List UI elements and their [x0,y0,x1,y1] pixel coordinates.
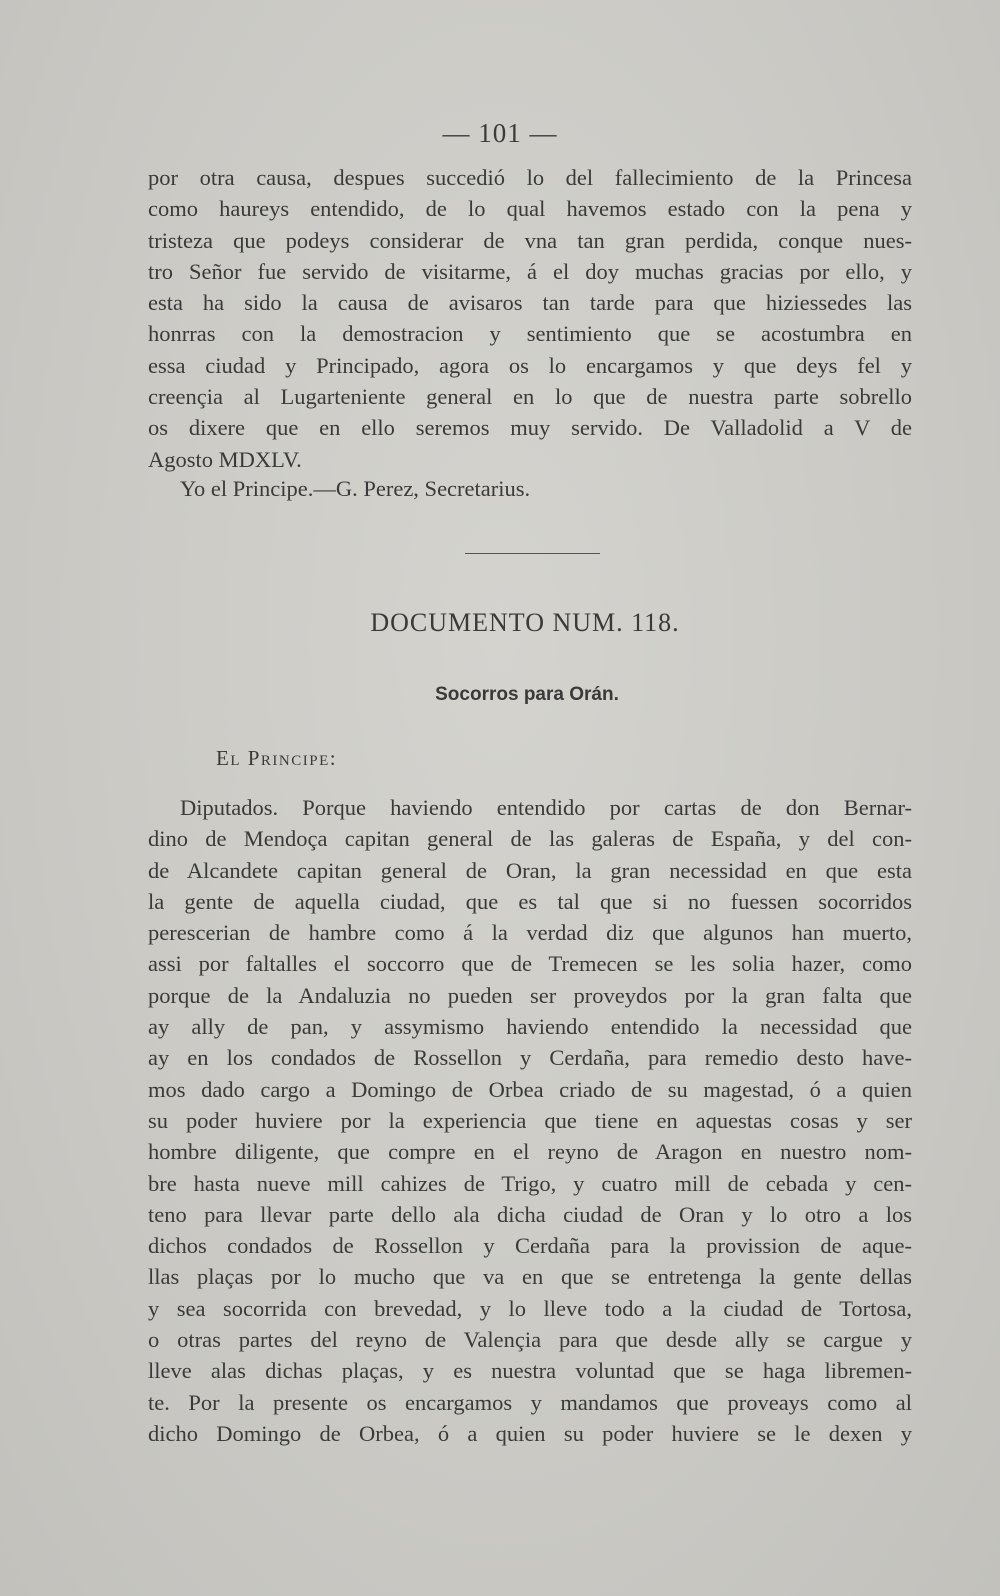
text-line: ay en los condados de Rossellon y Cerdaña, para remedio desto have- [148,1045,912,1071]
text-line: y sea socorrida con brevedad, y lo lleve todo a la ciudad de Tortosa, [148,1295,912,1321]
text-line: dichos condados de Rossellon y Cerdaña para la provission de aque- [148,1233,912,1259]
text-line: bre hasta nueve mill cahizes de Trigo, y cuatro mill de cebada y cen- [148,1170,912,1196]
paragraph-continuation [148,162,912,475]
text-line: dino de Mendoça capitan general de las galeras de España, y del con- [148,826,912,852]
text-line: assi por faltalles el soccorro que de Tremecen se les solia hazer, como [148,951,912,977]
text-line: Diputados. Porque haviendo entendido por cartas de don Bernar- [180,795,912,820]
text-line: hombre diligente, que compre en el reyno de Aragon en nuestro nom- [148,1139,912,1165]
signature-line: Yo el Principe.—G. Perez, Secretarius. [180,476,531,501]
text-line: Agosto MDXLV. [148,446,302,472]
addressee: El Principe: [216,746,338,770]
text-line: de Alcandete capitan general de Oran, la gran necessidad en que esta [148,857,912,883]
text-line: ay ally de pan, y assymismo haviendo entendido la necessidad que [148,1014,912,1040]
text-line: tro Señor fue servido de visitarme, á el doy muchas gracias por ello, y [148,258,912,284]
text-line: mos dado cargo a Domingo de Orbea criado de su magestad, ó a quien [148,1076,912,1102]
text-line: te. Por la presente os encargamos y mandamos que proveays como al [148,1389,912,1415]
text-line: como haureys entendido, de lo qual havemos estado con la pena y [148,196,912,222]
text-line: os dixere que en ello seremos muy servido. De Valladolid a V de [148,415,912,441]
text-line: porque de la Andaluzia no pueden ser proveydos por la gran falta que [148,982,912,1008]
document-body [148,792,912,1449]
text-line: essa ciudad y Principado, agora os lo encargamos y que deys fel y [148,352,912,378]
text-line: teno para llevar parte dello ala dicha ciudad de Oran y lo otro a los [148,1201,912,1227]
text-line: esta ha sido la causa de avisaros tan tarde para que hiziessedes las [148,290,912,316]
text-line: perescerian de hambre como á la verdad diz que algunos han muerto, [148,920,912,946]
text-line: llas plaças por lo mucho que va en que se entretenga la gente dellas [148,1264,912,1290]
text-line: dicho Domingo de Orbea, ó a quien su poder huviere se le dexen y [148,1420,912,1446]
text-line: por otra causa, despues succedió lo del fallecimiento de la Princesa [148,165,912,190]
section-divider [465,553,600,554]
text-line: la gente de aquella ciudad, que es tal que si no fuessen socorridos [148,888,912,914]
page-number: — 101 — [442,118,558,148]
document-subtitle: Socorros para Orán. [435,684,619,705]
text-line: lleve alas dichas plaças, y es nuestra voluntad que se haga libremen- [148,1358,912,1384]
text-line: tristeza que podeys considerar de vna tan gran perdida, conque nues- [148,227,912,253]
text-line: o otras partes del reyno de Valençia para que desde ally se cargue y [148,1327,912,1353]
text-line: creençia al Lugarteniente general en lo que de nuestra parte sobrello [148,384,912,410]
document-heading: DOCUMENTO NUM. 118. [370,608,680,637]
text-line: honrras con la demostracion y sentimiento que se acostumbra en [148,321,912,347]
text-line: su poder huviere por la experiencia que tiene en aquestas cosas y ser [148,1107,912,1133]
